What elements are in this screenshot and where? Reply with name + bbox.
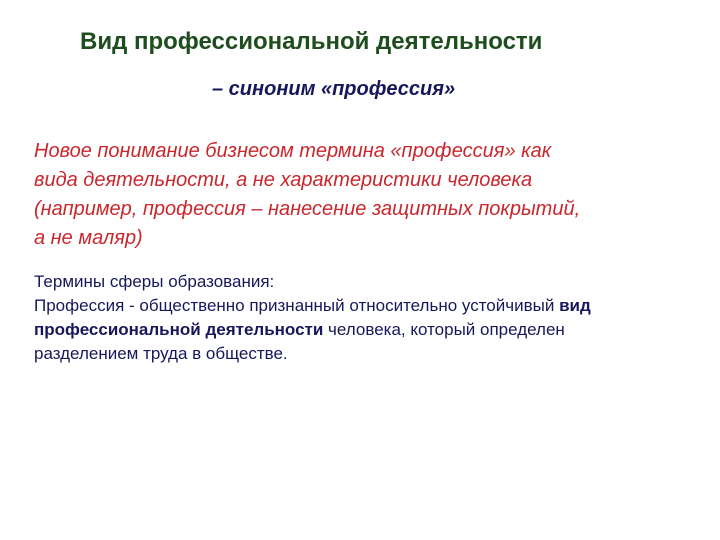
definition-line-2-text: человека, который определен (323, 320, 565, 339)
education-terms-heading: Термины сферы образования: (34, 272, 275, 291)
education-terms-paragraph (34, 270, 714, 366)
business-definition-line-3: (например, профессия – нанесение защитных покрытий, (34, 198, 581, 220)
slide-title: Вид профессиональной деятельности (80, 28, 543, 55)
business-definition-paragraph (34, 137, 714, 253)
definition-line-2 (34, 318, 714, 342)
business-definition-line-1: Новое понимание бизнесом термина «профессия» как (34, 140, 552, 162)
business-definition-line-4: а не маляр) (34, 227, 143, 249)
definition-line-2-bold: профессиональной деятельности (34, 320, 324, 339)
business-definition-line-2: вида деятельности, а не характеристики человека (34, 169, 533, 191)
definition-line-1 (34, 294, 714, 318)
definition-line-1-bold: вид (559, 296, 591, 315)
definition-line-3: разделением труда в обществе. (34, 344, 288, 363)
definition-line-1-text: Профессия - общественно признанный относительно устойчивый (34, 296, 560, 315)
slide-subtitle: – синоним «профессия» (212, 78, 456, 100)
